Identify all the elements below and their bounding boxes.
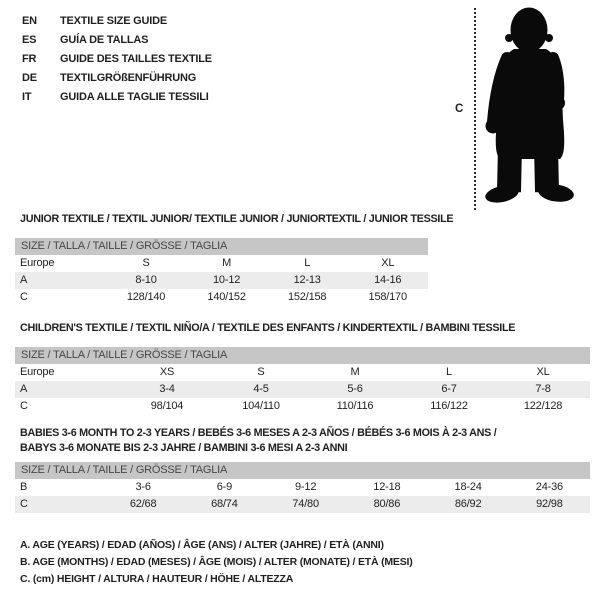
table-row-europe [15, 364, 590, 381]
row-label-cell: A [20, 383, 28, 395]
value-cell: 104/110 [242, 400, 280, 412]
table-title: CHILDREN'S TEXTILE / TEXTIL NIÑO/A / TEXTILE DES ENFANTS / KINDERTEXTIL / BAMBINI TESSILE [20, 322, 516, 334]
value-cell: 3-4 [159, 383, 175, 395]
size-cell: L [304, 257, 311, 269]
size-cell: XL [536, 366, 550, 378]
language-title: GUÍA DE TALLAS [60, 33, 149, 46]
size-cell: M [350, 366, 360, 378]
size-cell: S [142, 257, 150, 269]
value-cell: 9-12 [295, 481, 317, 493]
value-cell: 98/104 [150, 400, 184, 412]
language-title: GUIDA ALLE TAGLIE TESSILI [60, 90, 209, 103]
value-cell: 4-5 [253, 383, 269, 395]
table-title-line1: BABIES 3-6 MONTH TO 2-3 YEARS / BEBÉS 3-6 MESES A 2-3 AÑOS / BÉBÉS 3-6 MOIS À 2-3 ANS / [20, 427, 497, 439]
table-row-age-months [15, 479, 590, 496]
value-cell: 24-36 [535, 481, 563, 493]
row-label-cell: Europe [20, 366, 55, 378]
row-label-cell: C [20, 498, 28, 510]
value-cell: 12-18 [373, 481, 401, 493]
table-row-age [15, 381, 590, 398]
footnote-age-months: B. AGE (MONTHS) / EDAD (MESES) / ÂGE (MOIS) / ALTER (MONATE) / ETÀ (MESI) [20, 556, 413, 568]
baby-silhouette-icon [480, 2, 592, 212]
language-row-en [22, 11, 212, 30]
value-cell: 110/116 [336, 400, 374, 412]
value-cell: 86/92 [454, 498, 482, 510]
row-label-cell: C [20, 291, 28, 303]
size-cell: L [446, 366, 452, 378]
footnote-age-years: A. AGE (YEARS) / EDAD (AÑOS) / ÂGE (ANS) / ALTER (JAHRE) / ETÀ (ANNI) [20, 539, 384, 551]
value-cell: 6-9 [216, 481, 233, 493]
table-row-height [15, 289, 428, 306]
value-cell: 128/140 [126, 291, 166, 303]
value-cell: 10-12 [213, 274, 241, 286]
row-label-cell: C [20, 400, 28, 412]
value-cell: 18-24 [454, 481, 482, 493]
value-cell: 158/170 [368, 291, 407, 303]
value-cell: 3-6 [135, 481, 151, 493]
language-row-es [22, 30, 212, 49]
children-textile-table [15, 322, 590, 415]
size-cell: XL [381, 257, 395, 269]
junior-textile-table [15, 213, 454, 306]
language-row-de [22, 68, 212, 87]
size-cell: S [257, 366, 265, 378]
table-row-height [15, 496, 590, 513]
table-row-height [15, 398, 590, 415]
table-title: JUNIOR TEXTILE / TEXTIL JUNIOR/ TEXTILE JUNIOR / JUNIORTEXTIL / JUNIOR TESSILE [20, 213, 454, 225]
value-cell: 7-8 [535, 383, 551, 395]
language-code: DE [22, 71, 37, 84]
language-list [22, 11, 212, 106]
size-cell: M [222, 257, 232, 269]
language-row-fr [22, 49, 212, 68]
language-row-it [22, 87, 212, 106]
language-title: TEXTILGRÖßENFÜHRUNG [60, 71, 197, 84]
size-header-bar: SIZE / TALLA / TAILLE / GRÖSSE / TAGLIA [15, 347, 590, 364]
language-code: IT [22, 90, 32, 103]
value-cell: 122/128 [523, 400, 563, 412]
language-code: FR [22, 52, 37, 65]
table-title-line2: BABYS 3-6 MONATE BIS 2-3 JAHRE / BAMBINI 3-6 MESI A 2-3 ANNI [20, 442, 348, 454]
size-header-bar: SIZE / TALLA / TAILLE / GRÖSSE / TAGLIA [15, 462, 590, 479]
value-cell: 116/122 [430, 400, 468, 412]
language-code: EN [22, 14, 37, 27]
row-label-cell: Europe [20, 257, 55, 269]
size-cell: XS [159, 366, 175, 378]
value-cell: 74/80 [292, 498, 319, 510]
value-cell: 14-16 [374, 274, 402, 286]
row-label-cell: B [20, 481, 28, 493]
value-cell: 8-10 [135, 274, 157, 286]
value-cell: 140/152 [207, 291, 246, 303]
size-header-bar: SIZE / TALLA / TAILLE / GRÖSSE / TAGLIA [15, 238, 428, 255]
value-cell: 92/98 [536, 498, 563, 510]
footnote-height: C. (cm) HEIGHT / ALTURA / HAUTEUR / HÖHE / ALTEZZA [20, 573, 294, 585]
height-marker-label: C [455, 103, 464, 115]
footnote-legend [20, 537, 413, 588]
table-row-age [15, 272, 428, 289]
value-cell: 5-6 [347, 383, 363, 395]
height-dotted-line [474, 8, 476, 210]
language-title: TEXTILE SIZE GUIDE [60, 14, 168, 27]
value-cell: 68/74 [211, 498, 238, 510]
value-cell: 80/86 [373, 498, 401, 510]
value-cell: 12-13 [293, 274, 321, 286]
table-row-europe [15, 255, 428, 272]
language-code: ES [22, 33, 37, 46]
value-cell: 152/158 [287, 291, 327, 303]
value-cell: 62/68 [129, 498, 157, 510]
babies-textile-table [15, 426, 590, 513]
row-label-cell: A [20, 274, 28, 286]
value-cell: 6-7 [441, 383, 457, 395]
language-title: GUIDE DES TAILLES TEXTILE [60, 52, 212, 65]
